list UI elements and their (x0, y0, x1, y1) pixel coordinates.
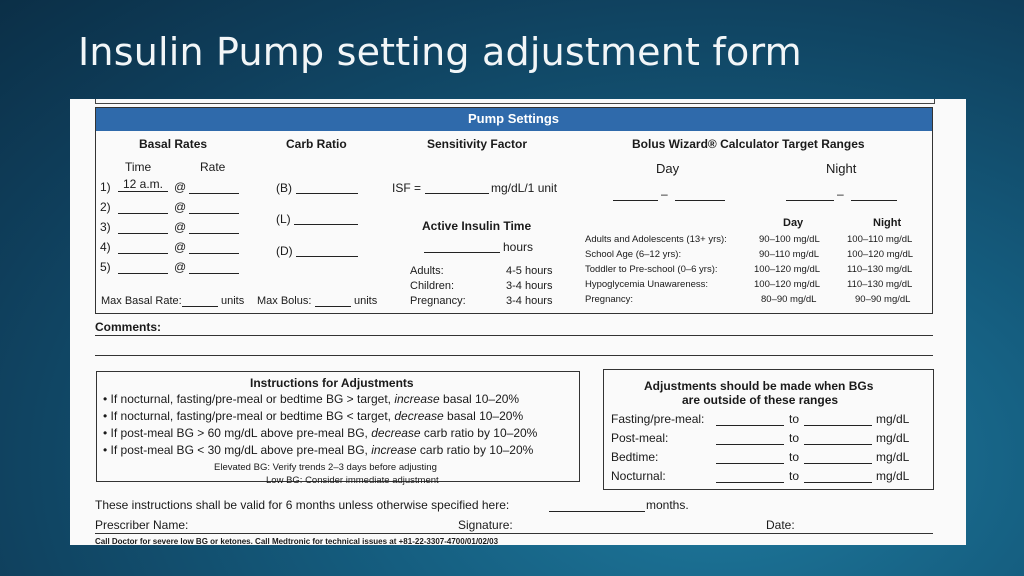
basal-row-number: 2) (100, 200, 111, 214)
active-row-label: Pregnancy: (410, 295, 466, 307)
target-row-label: Adults and Adolescents (13+ yrs): (585, 234, 727, 245)
isf-field[interactable] (425, 193, 489, 194)
adjust-high-field[interactable] (804, 425, 872, 426)
slide-title: Insulin Pump setting adjustment form (78, 30, 802, 74)
target-row-night: 110–130 mg/dL (847, 279, 913, 290)
target-row-night: 110–130 mg/dL (847, 264, 913, 275)
target-row-night: 100–110 mg/dL (847, 234, 913, 245)
target-row-label: Hypoglycemia Unawareness: (585, 279, 709, 290)
active-row-label: Children: (410, 280, 455, 292)
table-night-header: Night (873, 217, 902, 229)
prescriber-line[interactable] (95, 533, 933, 534)
instruction-item: • If nocturnal, fasting/pre-meal or bedtime BG < target, decrease basal 10–20% (103, 409, 524, 423)
adjust-high-field[interactable] (804, 463, 872, 464)
carb-b-field[interactable] (296, 193, 358, 194)
basal-rate-label: Rate (200, 160, 226, 174)
validity-months-label: months. (646, 498, 689, 512)
target-row-day: 80–90 mg/dL (761, 294, 817, 305)
adjust-low-field[interactable] (716, 463, 784, 464)
adjust-row-label: Post-meal: (611, 431, 669, 445)
adjust-unit: mg/dL (876, 450, 910, 464)
adjust-row-label: Bedtime: (611, 450, 659, 464)
basal-row-number: 1) (100, 180, 111, 194)
basal-time-field[interactable] (118, 253, 168, 254)
adjust-high-field[interactable] (804, 482, 872, 483)
basal-rate-field[interactable] (189, 213, 239, 214)
basal-row-number: 5) (100, 260, 111, 274)
basal-time-field[interactable] (118, 233, 168, 234)
target-night-high-field[interactable] (851, 200, 897, 201)
isf-label: ISF = (392, 181, 422, 195)
target-night-label: Night (826, 161, 857, 176)
sensitivity-title: Sensitivity Factor (427, 137, 528, 151)
basal-at: @ (174, 240, 187, 254)
active-insulin-field[interactable] (424, 252, 500, 253)
form-top-border (95, 99, 935, 104)
active-insulin-title: Active Insulin Time (422, 219, 532, 233)
adjust-row-label: Fasting/pre-meal: (611, 412, 705, 426)
max-bolus-field[interactable] (315, 306, 351, 307)
basal-time-label: Time (125, 160, 152, 174)
target-day-dash: – (661, 187, 668, 201)
active-row-label: Adults: (410, 265, 444, 277)
max-bolus-label: Max Bolus: (257, 295, 312, 307)
adjust-row-label: Nocturnal: (611, 469, 666, 483)
basal-time-field[interactable]: 12 a.m. (118, 177, 168, 192)
bolus-wizard-title: Bolus Wizard® Calculator Target Ranges (632, 137, 865, 151)
basal-at: @ (174, 200, 187, 214)
comments-label: Comments: (95, 320, 162, 334)
adjust-to: to (789, 450, 800, 464)
adjust-to: to (789, 412, 800, 426)
target-row-night: 100–120 mg/dL (847, 249, 914, 260)
target-row-label: Toddler to Pre-school (0–6 yrs): (585, 264, 718, 275)
validity-text: These instructions shall be valid for 6 months unless otherwise specified here: (95, 498, 510, 512)
adjust-high-field[interactable] (804, 444, 872, 445)
instruction-item: • If post-meal BG < 30 mg/dL above pre-meal BG, increase carb ratio by 10–20% (103, 443, 534, 457)
target-day-label: Day (656, 161, 680, 176)
target-row-day: 90–100 mg/dL (759, 234, 820, 245)
adjust-low-field[interactable] (716, 444, 784, 445)
basal-rate-field[interactable] (189, 273, 239, 274)
form-document (70, 99, 966, 545)
adjust-low-field[interactable] (716, 425, 784, 426)
signature-label: Signature: (458, 518, 513, 532)
target-row-night: 90–90 mg/dL (855, 294, 911, 305)
instruction-item: • If post-meal BG > 60 mg/dL above pre-meal BG, decrease carb ratio by 10–20% (103, 426, 538, 440)
target-day-low-field[interactable] (613, 200, 658, 201)
basal-at: @ (174, 260, 187, 274)
instruction-item: • If nocturnal, fasting/pre-meal or bedtime BG > target, increase basal 10–20% (103, 392, 520, 406)
max-bolus-units: units (354, 295, 378, 307)
instruction-note: Low BG: Consider immediate adjustment (266, 475, 439, 486)
basal-rate-field[interactable] (189, 193, 239, 194)
max-basal-label: Max Basal Rate: (101, 295, 182, 307)
instructions-title: Instructions for Adjustments (250, 376, 414, 390)
target-row-day: 90–110 mg/dL (759, 249, 820, 260)
carb-b-label: (B) (276, 181, 292, 195)
basal-rates-title: Basal Rates (139, 137, 208, 151)
basal-rate-field[interactable] (189, 233, 239, 234)
carb-l-label: (L) (276, 212, 291, 226)
active-insulin-hours: hours (503, 240, 534, 254)
carb-d-label: (D) (276, 244, 293, 258)
basal-rate-field[interactable] (189, 253, 239, 254)
adjust-low-field[interactable] (716, 482, 784, 483)
adjust-unit: mg/dL (876, 412, 910, 426)
target-row-label: Pregnancy: (585, 294, 634, 305)
comments-line[interactable] (95, 355, 933, 356)
adjust-to: to (789, 469, 800, 483)
validity-months-field[interactable] (549, 511, 645, 512)
active-row-value: 3-4 hours (506, 280, 553, 292)
adjust-to: to (789, 431, 800, 445)
comments-line[interactable] (95, 335, 933, 336)
target-row-day: 100–120 mg/dL (754, 264, 821, 275)
target-day-high-field[interactable] (675, 200, 725, 201)
table-day-header: Day (783, 217, 804, 229)
isf-unit: mg/dL/1 unit (491, 181, 558, 195)
target-row-day: 100–120 mg/dL (754, 279, 821, 290)
instruction-note: Elevated BG: Verify trends 2–3 days before adjusting (214, 462, 437, 473)
adjustments-title-line2: are outside of these ranges (682, 393, 839, 407)
date-label: Date: (766, 518, 795, 532)
basal-time-field[interactable] (118, 273, 168, 274)
carb-d-field[interactable] (296, 256, 358, 257)
active-row-value: 3-4 hours (506, 295, 553, 307)
adjustments-title-line1: Adjustments should be made when BGs (644, 379, 874, 393)
target-night-low-field[interactable] (786, 200, 834, 201)
max-basal-units: units (221, 295, 245, 307)
basal-row-number: 3) (100, 220, 111, 234)
prescriber-label: Prescriber Name: (95, 518, 189, 532)
target-night-dash: – (837, 187, 844, 201)
target-row-label: School Age (6–12 yrs): (585, 249, 682, 260)
adjust-unit: mg/dL (876, 431, 910, 445)
footer-note: Call Doctor for severe low BG or ketones. Call Medtronic for technical issues at +81-22-3307-4700/01/02/03 (95, 537, 499, 545)
carb-ratio-title: Carb Ratio (286, 137, 347, 151)
max-basal-field[interactable] (182, 306, 218, 307)
basal-time-field[interactable] (118, 213, 168, 214)
basal-at: @ (174, 180, 187, 194)
carb-l-field[interactable] (294, 224, 358, 225)
adjust-unit: mg/dL (876, 469, 910, 483)
pump-settings-header: Pump Settings (95, 107, 932, 131)
active-row-value: 4-5 hours (506, 265, 553, 277)
basal-row-number: 4) (100, 240, 111, 254)
basal-at: @ (174, 220, 187, 234)
